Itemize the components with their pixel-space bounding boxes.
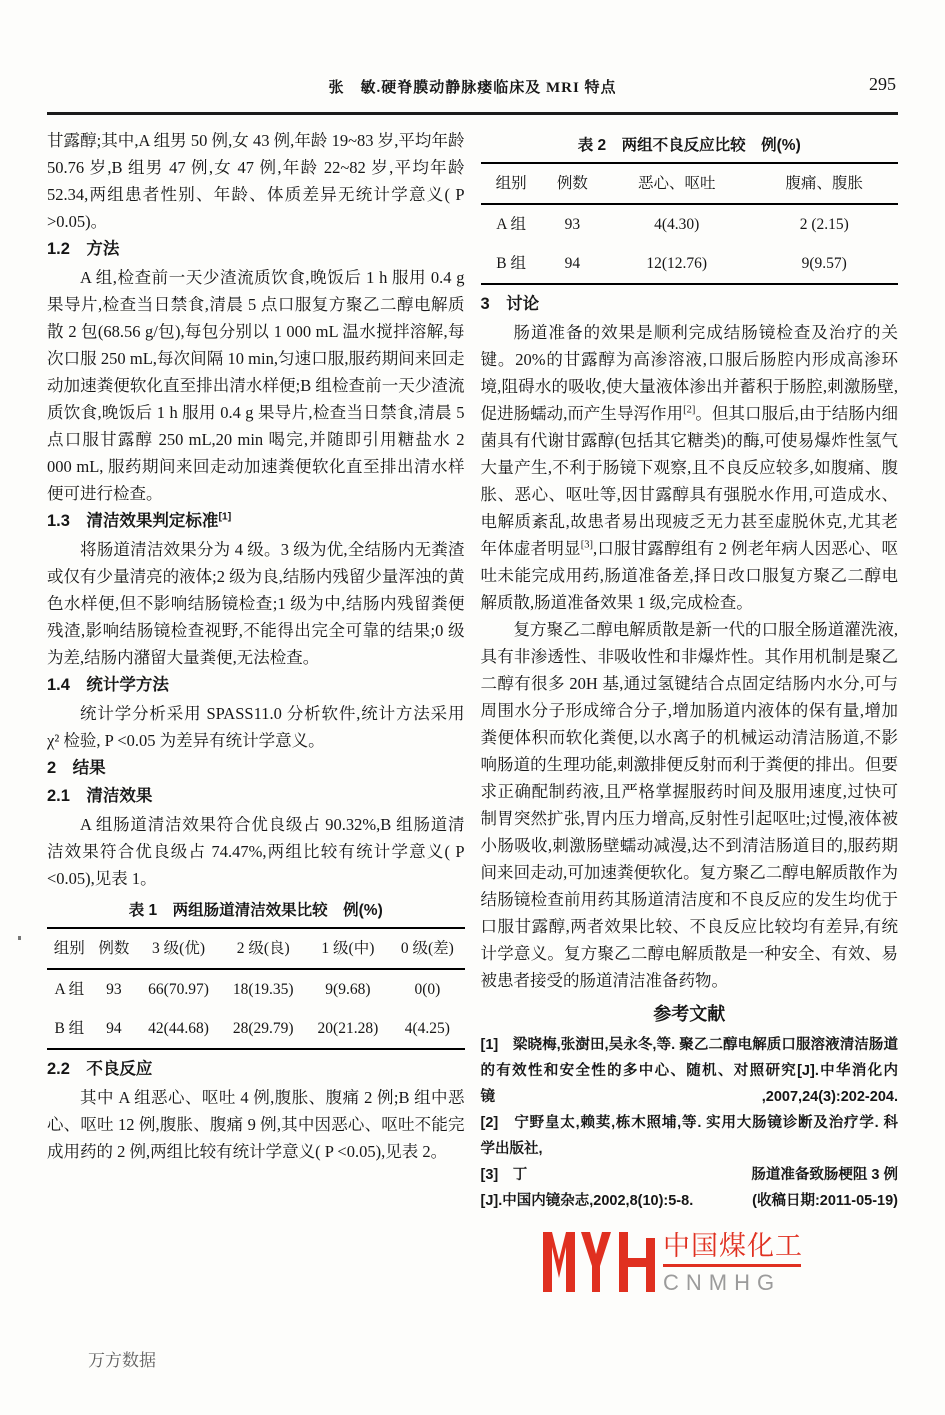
table-row xyxy=(47,1009,465,1049)
table2-cell: 12(12.76) xyxy=(646,255,708,272)
grading-paragraph: 将肠道清洁效果分为 4 级。3 级为优,全结肠内无粪渣或仅有少量清亮的液体;2 级为良,结肠内残留少量浑浊的黄色水样便,但不影响结肠镜检查;1 级为中,结肠内残留粪便残渣,影响结肠镜检查视野,不能得出完全可靠的结果;0 级为差,结肠内潴留大量粪便,无法检查。 xyxy=(47,540,465,667)
references-list xyxy=(481,1032,899,1214)
two-column-body xyxy=(47,127,898,1214)
table1-col-header: 3 级(优) xyxy=(136,928,221,969)
table1-cell: 0(0) xyxy=(414,981,441,998)
table1-cell: 20(21.28) xyxy=(317,1020,379,1037)
discussion-p1-part-a: 肠道准备的效果是顺利完成结肠镜检查及治疗的关键。20%的甘露醇为高渗溶液,口服后肠腔内形成高渗环境,阻碍水的吸收,使大量液体渗出并蓄积于肠腔,刺激肠壁,促进肠蠕动,而产生导泻作用 xyxy=(480,323,898,423)
table2-cell: 93 xyxy=(564,216,581,233)
reference-2-line-2: 学出版社, xyxy=(480,1141,543,1157)
table1-cell: A 组 xyxy=(54,981,85,998)
heading-2-2: 2.2 不良反应 xyxy=(47,1060,153,1078)
table1-cell: 4(4.25) xyxy=(404,1020,450,1037)
table1-header-row xyxy=(47,928,465,969)
page-number: 295 xyxy=(869,74,896,94)
table1-col-header: 0 级(差) xyxy=(390,928,464,969)
heading-3: 3 讨论 xyxy=(480,295,540,313)
table1-cell: 93 xyxy=(106,981,122,998)
citation-sup-1: [1] xyxy=(218,510,232,523)
table-row xyxy=(481,204,899,244)
table2-col-header: 腹痛、腹胀 xyxy=(750,163,898,204)
reference-3-journal: [J].中国内镜杂志,2002,8(10):5-8. xyxy=(480,1193,694,1209)
table2-cell: A 组 xyxy=(496,216,526,233)
table2-col-header: 例数 xyxy=(542,163,603,204)
MYH-logo-icon xyxy=(543,1232,655,1294)
discussion-paragraph-1 xyxy=(481,319,899,616)
page-header xyxy=(47,76,898,102)
table2-col-header: 组别 xyxy=(481,163,542,204)
header-rule xyxy=(47,112,898,115)
table2-cell: 9(9.57) xyxy=(801,255,847,272)
watermark-chinese: 中国煤化工 xyxy=(663,1231,803,1261)
watermark-underline xyxy=(663,1264,801,1267)
watermark-text xyxy=(663,1230,803,1296)
table2-header-row xyxy=(481,163,899,204)
heading-1-3-label: 1.3 清洁效果判定标准 xyxy=(47,512,219,530)
heading-2-1: 2.1 清洁效果 xyxy=(47,787,153,805)
citation-sup-3: [3] xyxy=(580,539,593,551)
intro-continued-paragraph: 甘露醇;其中,A 组男 50 例,女 43 例,年龄 19~83 岁,平均年龄 50.76 岁,B 组男 47 例,女 47 例,年龄 22~82 岁,平均年龄 52.34,两组患者性别、年龄、体质差异无统计学意义( P >0.05)。 xyxy=(47,131,465,231)
coal-watermark xyxy=(543,1224,815,1312)
table1-cell: 66(70.97) xyxy=(148,981,209,998)
table1-col-header: 例数 xyxy=(92,928,137,969)
discussion-paragraph-2: 复方聚乙二醇电解质散是新一代的口服全肠道灌洗液,具有非渗透性、非吸收性和非爆炸性。其作用机制是聚乙二醇有很多 20H 基,通过氢键结合点固定结肠内水分,可与周围水分子形成缔合分子,增加肠道内液体的保有量,增加粪便体积而软化粪便,以水离子的机械运动清洁肠道,不影响肠道的生理功能,刺激排便反射而利于粪便的排出。但要求正确配制药液,且严格掌握服药时间及服用速度,过快可制胃突然扩张,胃内压力增高,反射性引起呕吐;过慢,液体被小肠吸收,刺激肠壁蠕动减漫,达不到清洁肠道目的,服药期间来回走动,可加速粪便软化。复方聚乙二醇电解质散作为结肠镜检查前用药其肠道清洁度和不良反应的发生均优于口服甘露醇,两者效果比较、不良反应比较均有差异,有统计学意义。复方聚乙二醇电解质散是一种安全、有效、易被患者接受的肠道清洁准备药物。 xyxy=(480,620,898,990)
statistics-paragraph: 统计学分析采用 SPASS11.0 分析软件,统计方法采用 χ² 检验, P <0.05 为差异有统计学意义。 xyxy=(47,704,465,750)
table2-cell: 2 (2.15) xyxy=(799,216,849,233)
left-column xyxy=(47,127,465,1214)
wanfang-data-label: 万方数据 xyxy=(88,1351,156,1370)
table1-cell: 94 xyxy=(106,1020,122,1037)
discussion-p1-part-b: 。但其口服后,由于结肠内细菌具有代谢甘露醇(包括其它糖类)的酶,可使易爆炸性氢气大量产生,不利于肠镜下观察,且不良反应较多,如腹痛、腹胀、恶心、呕吐等,因甘露醇具有强脱水作用,可造成水、电解质紊乱,故患者易出现疲乏无力甚至虚脱休克,尤其老年体虚者明显 xyxy=(480,404,899,558)
table1-cell: 18(19.35) xyxy=(232,981,294,998)
margin-mark xyxy=(18,936,21,940)
watermark-latin: CNMHG xyxy=(663,1270,782,1295)
right-column xyxy=(481,127,899,1214)
reference-2-line-1: [2] 宁野皇太,赖荬,栋木照埔,等. 实用大肠镜诊断及治疗学. 科 xyxy=(480,1115,898,1131)
discussion-p1-part-c: ,口服甘露醇组有 2 例老年病人因恶心、呕吐未能完成用药,肠道准备差,择日改口服复方聚乙二醇电解质散,肠道准备效果 1 级,完成检查。 xyxy=(480,539,899,612)
table1-col-header: 2 级(良) xyxy=(221,928,306,969)
heading-2: 2 结果 xyxy=(47,759,106,777)
reference-3-left: [3] 丁 xyxy=(480,1167,528,1183)
reference-3 xyxy=(481,1162,899,1188)
table2-cell: 94 xyxy=(564,255,581,272)
adverse-reaction-paragraph: 其中 A 组恶心、呕吐 4 例,腹胀、腹痛 2 例;B 组中恶心、呕吐 12 例,腹胀、腹痛 9 例,其中因恶心、呕吐不能完成用药的 2 例,两组比较有统计学意义( P <0.05),见表 2。 xyxy=(47,1088,465,1161)
table2 xyxy=(481,162,899,285)
table2-cell: B 组 xyxy=(496,255,526,272)
reference-3-right: 肠道准备致肠梗阻 3 例 xyxy=(751,1167,898,1183)
citation-sup-2: [2] xyxy=(683,404,696,416)
reference-1: [1] 梁晓梅,张澍田,吴永冬,等. 聚乙二醇电解质口服溶液清洁肠道的有效性和安全性的多中心、随机、对照研究[J].中华消化内镜,2007,24(3):202-204. xyxy=(480,1037,898,1105)
table1-cell: 42(44.68) xyxy=(148,1020,209,1037)
methods-paragraph: A 组,检查前一天少渣流质饮食,晚饭后 1 h 服用 0.4 g 果导片,检查当日禁食,清晨 5 点口服复方聚乙二醇电解质散 2 包(68.56 g/包),每包分别以 1 000 mL 温水搅拌溶解,每次口服 250 mL,每次间隔 10 min,匀速口服,服药期间来回走动加速粪便软化直至排出清水样便;B 组检查前一天少渣流质饮食,晚饭后 1 h 服用 0.4 g 果导片,检查当日禁食,清晨 5 点口服甘露醇 250 mL,20 min 喝完,并随即引用糖盐水 2 000 mL, 服药期间来回走动加速粪便软化直至排出清水样便可进行检查。 xyxy=(47,268,465,503)
heading-1-3 xyxy=(47,508,465,535)
table2-col-header: 恶心、呕吐 xyxy=(603,163,751,204)
table-row xyxy=(481,244,899,284)
heading-1-4: 1.4 统计学方法 xyxy=(47,676,169,694)
table1-col-header: 1 级(中) xyxy=(306,928,391,969)
heading-1-2: 1.2 方法 xyxy=(47,240,120,258)
reference-3-line-2 xyxy=(481,1188,899,1214)
table1-cell: 28(29.79) xyxy=(232,1020,294,1037)
table1-cell: B 组 xyxy=(54,1020,85,1037)
table1-cell: 9(9.68) xyxy=(325,981,371,998)
table1-caption: 表 1 两组肠道清洁效果比较 例(%) xyxy=(128,902,383,919)
cleaning-results-paragraph: A 组肠道清洁效果符合优良级占 90.32%,B 组肠道清洁效果符合优良级占 74.47%,两组比较有统计学意义( P <0.05),见表 1。 xyxy=(47,815,465,888)
table-row xyxy=(47,969,465,1009)
received-date: (收稿日期:2011-05-19) xyxy=(752,1193,898,1209)
running-title: 张 敏.硬脊膜动静脉瘘临床及 MRI 特点 xyxy=(328,80,617,96)
table2-caption: 表 2 两组不良反应比较 例(%) xyxy=(577,137,801,154)
references-heading: 参考文献 xyxy=(653,1004,726,1024)
table1-col-header: 组别 xyxy=(47,928,92,969)
table1 xyxy=(47,927,465,1050)
table2-cell: 4(4.30) xyxy=(654,216,700,233)
